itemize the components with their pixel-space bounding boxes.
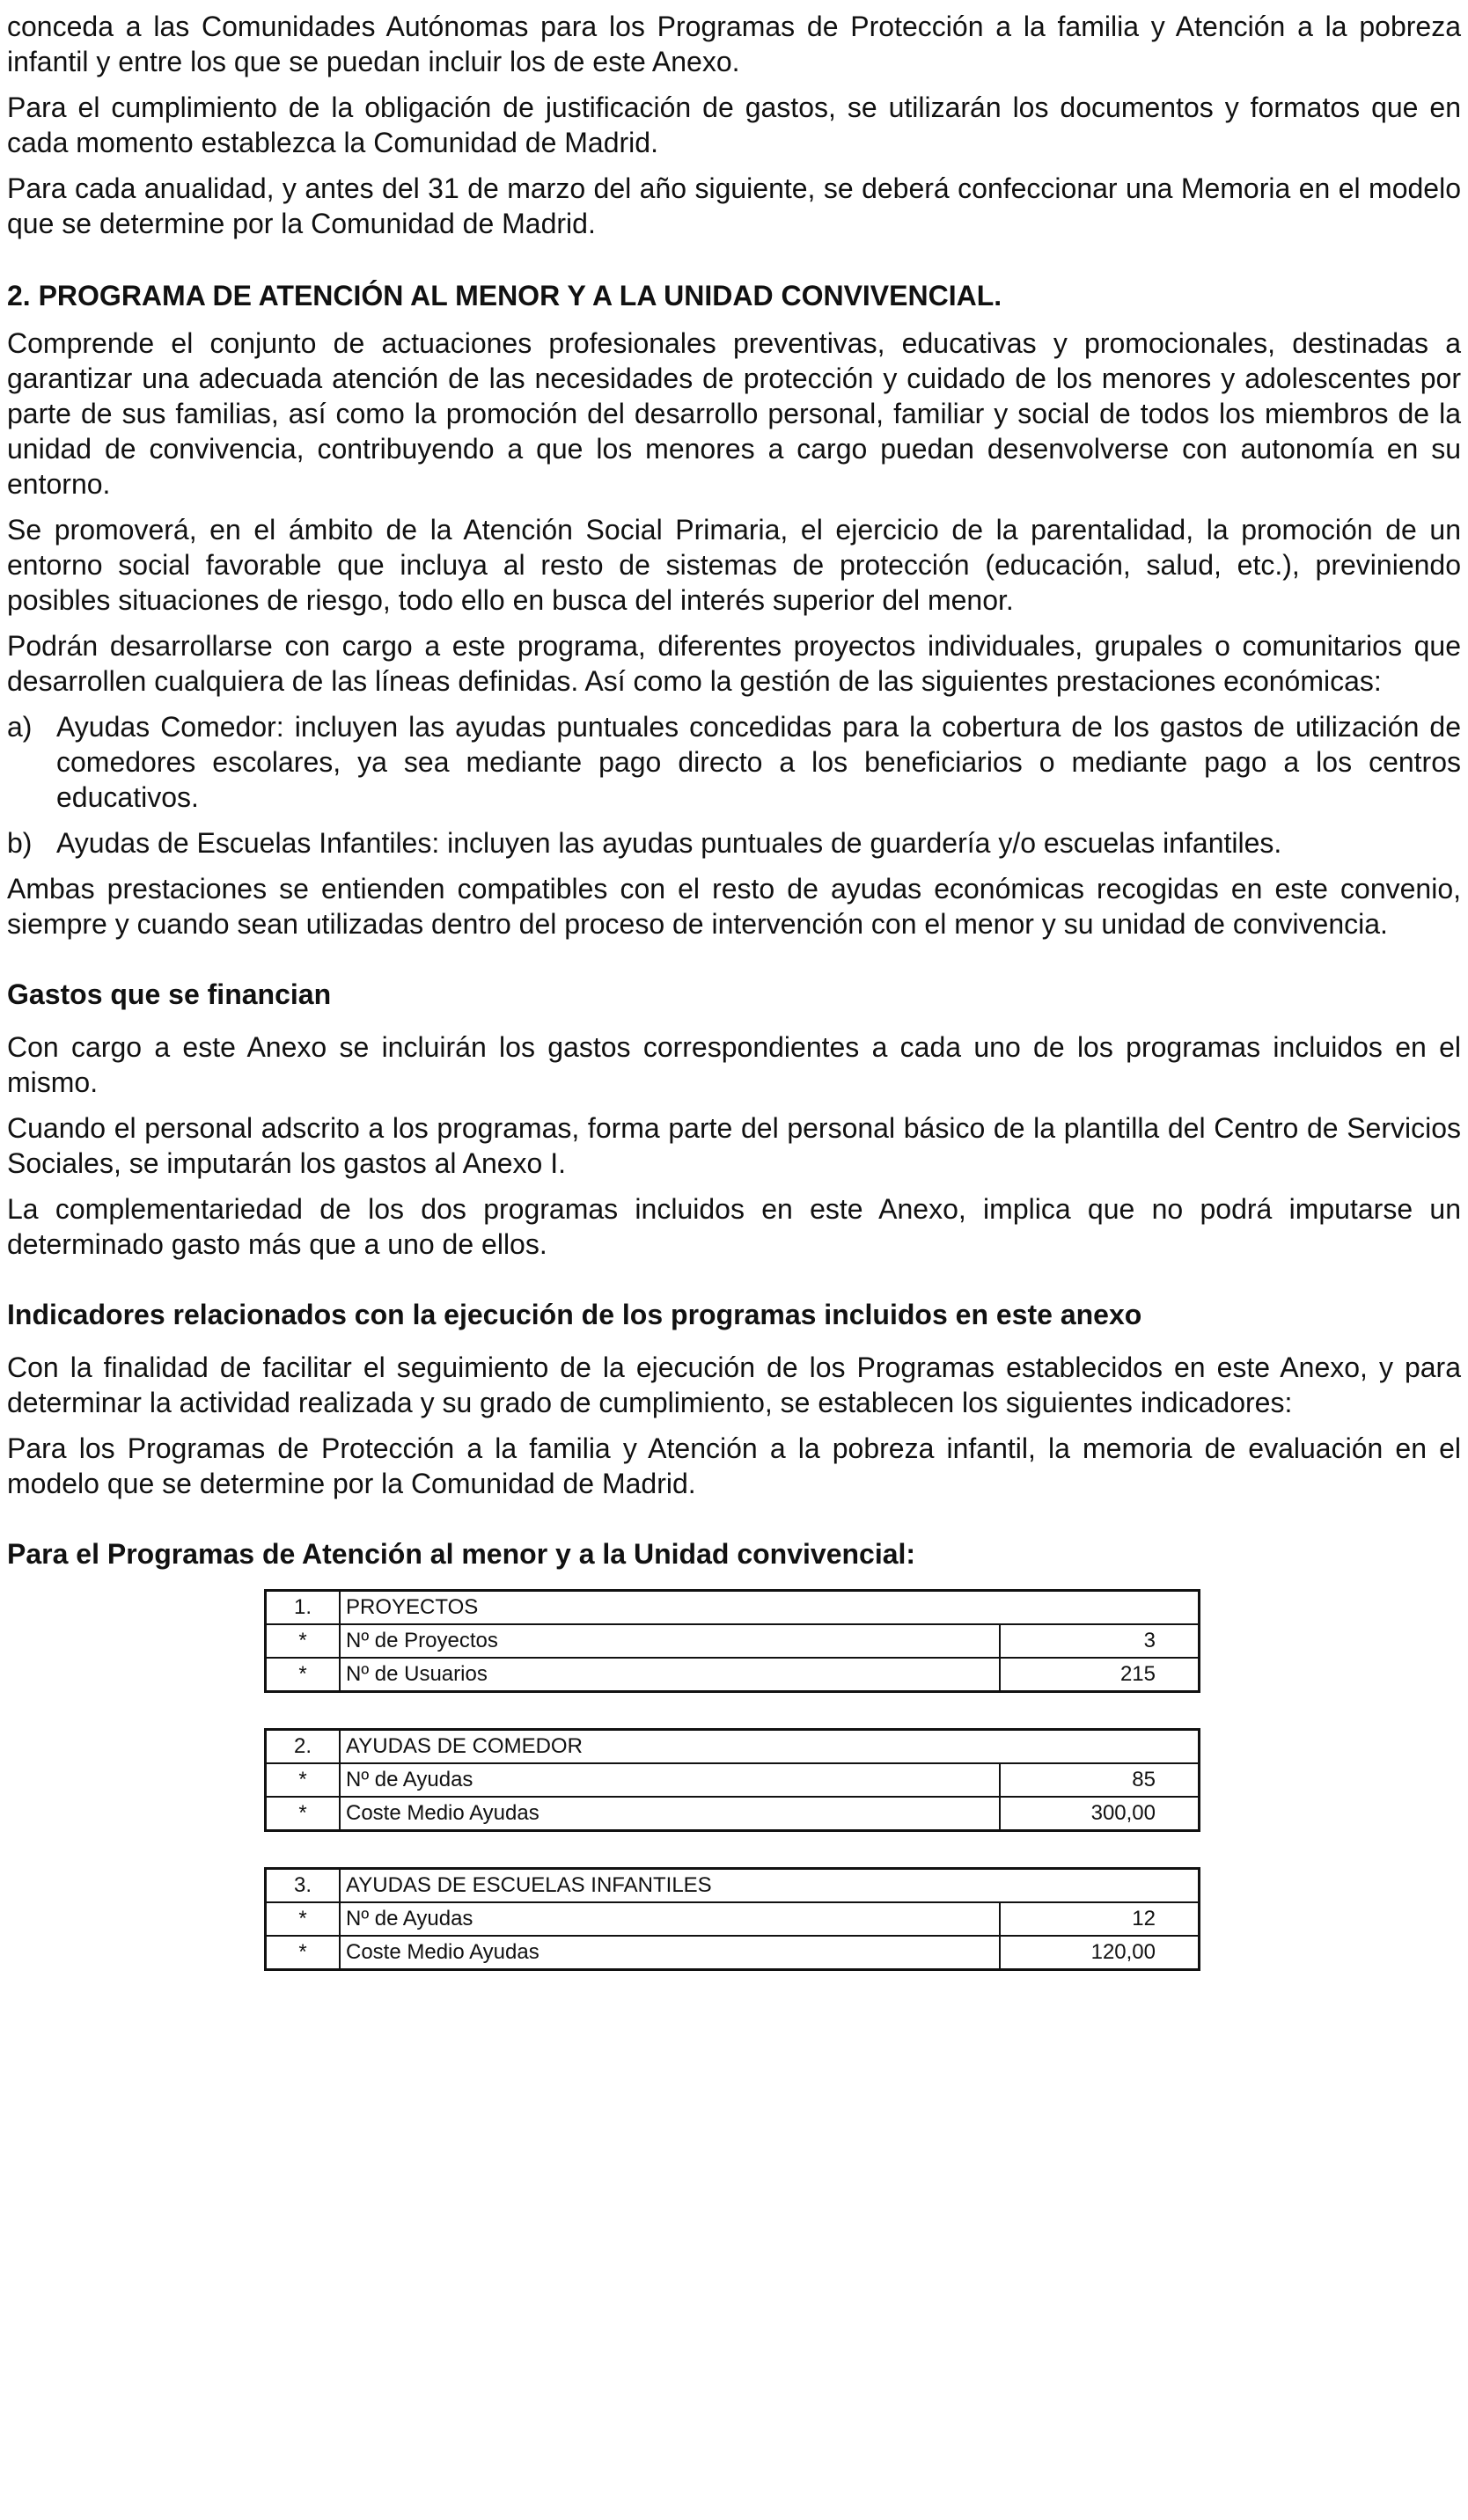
- list-label: a): [7, 711, 33, 743]
- table-heading: PROYECTOS: [340, 1591, 1200, 1625]
- intro-paragraph: Para el cumplimiento de la obligación de justificación de gastos, se utilizarán los documentos y formatos que en cada momento establezca la Comunidad de Madrid.: [7, 92, 1461, 158]
- row-label: Nº de Ayudas: [340, 1763, 1000, 1797]
- section-2-paragraph: Se promoverá, en el ámbito de la Atención Social Primaria, el ejercicio de la parentalidad, la promoción de un entorno social favorable que incluya al resto de sistemas de protección (educación, salud, etc.), previniendo posibles situaciones de riesgo, todo ello en busca del interés superior del menor.: [7, 514, 1461, 616]
- indicator-table-comedor: [264, 1728, 1200, 1832]
- row-value: 3: [1000, 1624, 1200, 1658]
- indicadores-title: Indicadores relacionados con la ejecución de los programas incluidos en este anexo: [7, 1299, 1142, 1330]
- table-number: 1.: [266, 1591, 341, 1625]
- gastos-title: Gastos que se financian: [7, 978, 332, 1010]
- row-label: Nº de Ayudas: [340, 1902, 1000, 1936]
- section-2-closing: Ambas prestaciones se entienden compatibles con el resto de ayudas económicas recogidas en este convenio, siempre y cuando sean utilizadas dentro del proceso de intervención con el menor y su unidad de convivencia.: [7, 873, 1461, 940]
- table-row: [266, 1797, 1200, 1831]
- table-number: 2.: [266, 1730, 341, 1764]
- list-item-b: [7, 825, 1461, 861]
- row-marker: *: [266, 1624, 341, 1658]
- row-marker: *: [266, 1936, 341, 1970]
- intro-paragraph: conceda a las Comunidades Autónomas para los Programas de Protección a la familia y Atención a la pobreza infantil y entre los que se puedan incluir los de este Anexo.: [7, 11, 1461, 77]
- menor-title: Para el Programas de Atención al menor y a la Unidad convivencial:: [7, 1538, 916, 1570]
- gastos-paragraph: Cuando el personal adscrito a los programas, forma parte del personal básico de la plantilla del Centro de Servicios Sociales, se imputarán los gastos al Anexo I.: [7, 1112, 1461, 1179]
- table-header-row: [266, 1869, 1200, 1903]
- row-value: 85: [1000, 1763, 1200, 1797]
- indicadores-paragraph: Para los Programas de Protección a la familia y Atención a la pobreza infantil, la memoria de evaluación en el modelo que se determine por la Comunidad de Madrid.: [7, 1432, 1461, 1499]
- table-row: [266, 1763, 1200, 1797]
- section-2-paragraph: Comprende el conjunto de actuaciones profesionales preventivas, educativas y promocionales, destinadas a garantizar una adecuada atención de las necesidades de protección y cuidado de los menores y adolescentes por parte de sus familias, así como la promoción del desarrollo personal, familiar y social de todos los miembros de la unidad de convivencia, contribuyendo a que los menores a cargo puedan desenvolverse con autonomía en su entorno.: [7, 327, 1461, 500]
- intro-paragraph: Para cada anualidad, y antes del 31 de marzo del año siguiente, se deberá confeccionar una Memoria en el modelo que se determine por la Comunidad de Madrid.: [7, 172, 1461, 239]
- indicator-tables: [264, 1589, 1200, 1971]
- row-label: Coste Medio Ayudas: [340, 1797, 1000, 1831]
- gastos-paragraph: Con cargo a este Anexo se incluirán los gastos correspondientes a cada uno de los programas incluidos en el mismo.: [7, 1031, 1461, 1098]
- row-marker: *: [266, 1902, 341, 1936]
- table-row: [266, 1624, 1200, 1658]
- row-marker: *: [266, 1658, 341, 1692]
- section-2-title: 2. PROGRAMA DE ATENCIÓN AL MENOR Y A LA UNIDAD CONVIVENCIAL.: [7, 280, 1002, 311]
- gastos-paragraph: La complementariedad de los dos programas incluidos en este Anexo, implica que no podrá imputarse un determinado gasto más que a uno de ellos.: [7, 1193, 1461, 1260]
- document-page: [7, 9, 1461, 2006]
- indicadores-paragraph: Con la finalidad de facilitar el seguimiento de la ejecución de los Programas establecidos en este Anexo, y para determinar la actividad realizada y su grado de cumplimiento, se establecen los siguientes indicadores:: [7, 1352, 1461, 1418]
- list-label: b): [7, 827, 33, 859]
- row-value: 12: [1000, 1902, 1200, 1936]
- table-heading: AYUDAS DE COMEDOR: [340, 1730, 1200, 1764]
- row-value: 215: [1000, 1658, 1200, 1692]
- table-heading: AYUDAS DE ESCUELAS INFANTILES: [340, 1869, 1200, 1903]
- table-row: [266, 1658, 1200, 1692]
- list-text: Ayudas de Escuelas Infantiles: incluyen las ayudas puntuales de guardería y/o escuelas infantiles.: [56, 827, 1282, 859]
- indicator-table-proyectos: [264, 1589, 1200, 1693]
- row-marker: *: [266, 1797, 341, 1831]
- row-label: Nº de Proyectos: [340, 1624, 1000, 1658]
- row-value: 120,00: [1000, 1936, 1200, 1970]
- list-text: Ayudas Comedor: incluyen las ayudas puntuales concedidas para la cobertura de los gastos de utilización de comedores escolares, ya sea mediante pago directo a los beneficiarios o mediante pago a los centros educativos.: [56, 711, 1461, 813]
- table-row: [266, 1936, 1200, 1970]
- row-marker: *: [266, 1763, 341, 1797]
- row-label: Nº de Usuarios: [340, 1658, 1000, 1692]
- row-value: 300,00: [1000, 1797, 1200, 1831]
- row-label: Coste Medio Ayudas: [340, 1936, 1000, 1970]
- table-header-row: [266, 1730, 1200, 1764]
- section-2-paragraph: Podrán desarrollarse con cargo a este programa, diferentes proyectos individuales, grupales o comunitarios que desarrollen cualquiera de las líneas definidas. Así como la gestión de las siguientes prestaciones económicas:: [7, 630, 1461, 697]
- table-header-row: [266, 1591, 1200, 1625]
- table-row: [266, 1902, 1200, 1936]
- table-number: 3.: [266, 1869, 341, 1903]
- indicator-table-escuelas-infantiles: [264, 1867, 1200, 1971]
- list-item-a: [7, 709, 1461, 815]
